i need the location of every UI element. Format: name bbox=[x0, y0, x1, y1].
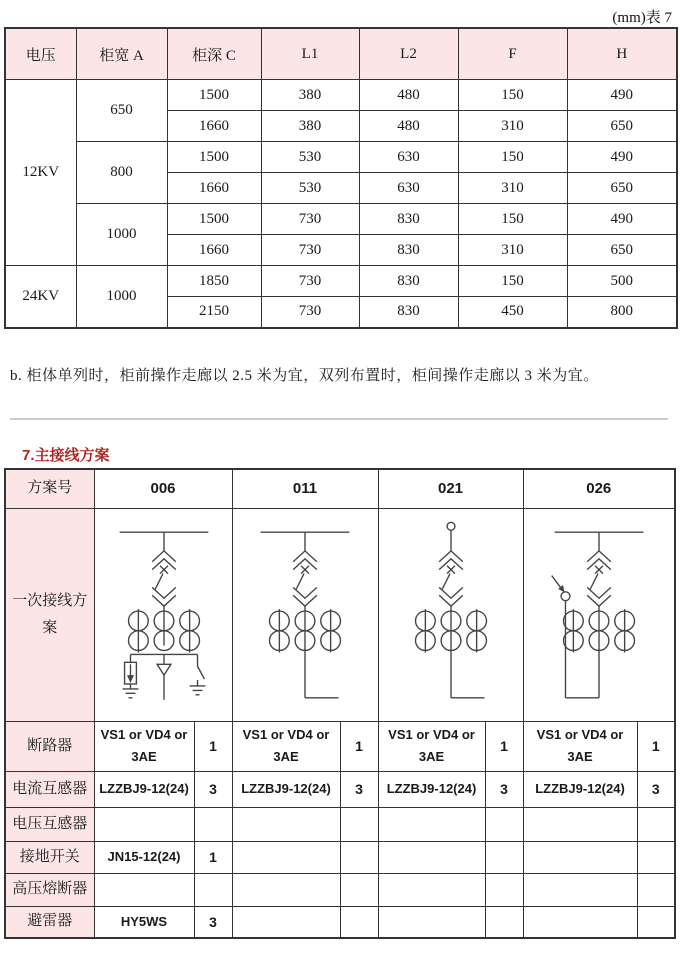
single-line-diagram-021-icon bbox=[382, 510, 520, 720]
table-cell: 3 bbox=[340, 771, 378, 807]
table-cell bbox=[378, 873, 485, 906]
row-label: 电流互感器 bbox=[5, 771, 94, 807]
scheme-header-026: 026 bbox=[523, 469, 675, 508]
table-cell: 1 bbox=[485, 721, 523, 771]
scheme-table bbox=[4, 468, 676, 939]
table-cell bbox=[637, 873, 675, 906]
table-cell: 730 bbox=[261, 204, 359, 235]
voltage-cell-24kv: 24KV bbox=[5, 266, 76, 328]
wiring-diagram-026 bbox=[523, 508, 675, 721]
table-cell: 650 bbox=[567, 111, 677, 142]
table-cell: 650 bbox=[567, 173, 677, 204]
table-cell: 650 bbox=[567, 235, 677, 266]
table-cell: 380 bbox=[261, 111, 359, 142]
table-cell: 630 bbox=[359, 173, 458, 204]
header-h: H bbox=[567, 28, 677, 80]
equipment-row-arrester bbox=[5, 906, 675, 938]
diagram-row-label: 一次接线方案 bbox=[5, 508, 94, 721]
table-cell: 1 bbox=[340, 721, 378, 771]
equipment-row-current-transformer bbox=[5, 771, 675, 807]
table-cell: 1850 bbox=[167, 266, 261, 297]
table-cell bbox=[523, 906, 637, 938]
table-cell bbox=[485, 807, 523, 841]
table-cell: 830 bbox=[359, 297, 458, 328]
single-line-diagram-011-icon bbox=[236, 510, 374, 720]
table-cell: 3 bbox=[485, 771, 523, 807]
diagram-row bbox=[5, 508, 675, 721]
table-cell bbox=[378, 841, 485, 873]
table-cell: 3 bbox=[637, 771, 675, 807]
table-cell: 530 bbox=[261, 142, 359, 173]
table-row bbox=[5, 142, 677, 173]
scheme-header-row bbox=[5, 469, 675, 508]
header-l2: L2 bbox=[359, 28, 458, 80]
table-cell bbox=[378, 906, 485, 938]
table-cell: 1500 bbox=[167, 204, 261, 235]
table-cell bbox=[232, 906, 340, 938]
single-line-diagram-006-icon bbox=[95, 510, 233, 720]
table-cell: VS1 or VD4 or 3AE bbox=[94, 721, 194, 771]
table-cell: 310 bbox=[458, 235, 567, 266]
wiring-diagram-021 bbox=[378, 508, 523, 721]
table-cell: 730 bbox=[261, 297, 359, 328]
table-cell: 310 bbox=[458, 173, 567, 204]
table-cell: 1500 bbox=[167, 142, 261, 173]
table-cell: LZZBJ9-12(24) bbox=[378, 771, 485, 807]
unit-note-label: (mm)表 7 bbox=[612, 10, 672, 26]
table-cell bbox=[523, 873, 637, 906]
table-cell: HY5WS bbox=[94, 906, 194, 938]
table-cell: 800 bbox=[567, 297, 677, 328]
table-cell bbox=[340, 841, 378, 873]
table-cell: 1 bbox=[637, 721, 675, 771]
table-cell: VS1 or VD4 or 3AE bbox=[523, 721, 637, 771]
table-cell: 1500 bbox=[167, 80, 261, 111]
table-cell: 310 bbox=[458, 111, 567, 142]
table-row bbox=[5, 204, 677, 235]
voltage-cell-12kv: 12KV bbox=[5, 80, 76, 266]
row-label: 断路器 bbox=[5, 721, 94, 771]
header-voltage: 电压 bbox=[5, 28, 76, 80]
table-cell: LZZBJ9-12(24) bbox=[523, 771, 637, 807]
dimension-table bbox=[4, 27, 678, 329]
table-cell: 730 bbox=[261, 266, 359, 297]
table-cell: 500 bbox=[567, 266, 677, 297]
equipment-row-earthing-switch bbox=[5, 841, 675, 873]
table-cell: 150 bbox=[458, 80, 567, 111]
table-cell: 480 bbox=[359, 111, 458, 142]
row-label: 接地开关 bbox=[5, 841, 94, 873]
table-cell: 1660 bbox=[167, 111, 261, 142]
table-cell bbox=[232, 841, 340, 873]
row-label: 电压互感器 bbox=[5, 807, 94, 841]
width-cell-1000b: 1000 bbox=[76, 266, 167, 328]
table-cell: 480 bbox=[359, 80, 458, 111]
scheme-header-006: 006 bbox=[94, 469, 232, 508]
table-cell: VS1 or VD4 or 3AE bbox=[378, 721, 485, 771]
table-cell: 150 bbox=[458, 266, 567, 297]
section-divider bbox=[10, 418, 668, 420]
table-cell bbox=[485, 906, 523, 938]
table-cell: 830 bbox=[359, 204, 458, 235]
section-heading: 7.主接线方案 bbox=[22, 447, 110, 464]
table-cell bbox=[194, 873, 232, 906]
table-cell: 1660 bbox=[167, 235, 261, 266]
table-cell: 830 bbox=[359, 266, 458, 297]
table-row bbox=[5, 266, 677, 297]
scheme-header-011: 011 bbox=[232, 469, 378, 508]
scheme-header-021: 021 bbox=[378, 469, 523, 508]
width-cell-650: 650 bbox=[76, 80, 167, 142]
table-cell: JN15-12(24) bbox=[94, 841, 194, 873]
header-width-a: 柜宽 A bbox=[76, 28, 167, 80]
table-cell bbox=[340, 906, 378, 938]
table-cell: 3 bbox=[194, 906, 232, 938]
wiring-diagram-006 bbox=[94, 508, 232, 721]
table-cell: 530 bbox=[261, 173, 359, 204]
table-cell: 150 bbox=[458, 204, 567, 235]
header-depth-c: 柜深 C bbox=[167, 28, 261, 80]
table-header-row bbox=[5, 28, 677, 80]
table-cell bbox=[637, 807, 675, 841]
table-cell: 490 bbox=[567, 80, 677, 111]
table-cell bbox=[637, 906, 675, 938]
table-cell: 3 bbox=[194, 771, 232, 807]
width-cell-1000: 1000 bbox=[76, 204, 167, 266]
table-cell bbox=[94, 873, 194, 906]
table-cell bbox=[340, 807, 378, 841]
table-cell bbox=[523, 841, 637, 873]
single-line-diagram-026-icon bbox=[530, 510, 668, 720]
table-cell: VS1 or VD4 or 3AE bbox=[232, 721, 340, 771]
header-f: F bbox=[458, 28, 567, 80]
scheme-corner-label: 方案号 bbox=[5, 469, 94, 508]
row-label: 避雷器 bbox=[5, 906, 94, 938]
table-cell: 1 bbox=[194, 841, 232, 873]
row-label: 高压熔断器 bbox=[5, 873, 94, 906]
table-row bbox=[5, 80, 677, 111]
table-cell: 1 bbox=[194, 721, 232, 771]
table-cell: 450 bbox=[458, 297, 567, 328]
width-cell-800: 800 bbox=[76, 142, 167, 204]
aisle-note: b. 柜体单列时，柜前操作走廊以 2.5 米为宜，双列布置时，柜间操作走廊以 3 米为宜。 bbox=[10, 368, 599, 384]
table-cell bbox=[194, 807, 232, 841]
table-cell: 830 bbox=[359, 235, 458, 266]
header-l1: L1 bbox=[261, 28, 359, 80]
table-cell bbox=[378, 807, 485, 841]
equipment-row-breaker bbox=[5, 721, 675, 771]
table-cell bbox=[340, 873, 378, 906]
table-cell: LZZBJ9-12(24) bbox=[94, 771, 194, 807]
table-cell: 380 bbox=[261, 80, 359, 111]
table-cell bbox=[232, 873, 340, 906]
table-cell bbox=[485, 873, 523, 906]
table-cell bbox=[485, 841, 523, 873]
table-cell bbox=[232, 807, 340, 841]
table-cell: 730 bbox=[261, 235, 359, 266]
table-cell: 150 bbox=[458, 142, 567, 173]
table-cell: 2150 bbox=[167, 297, 261, 328]
equipment-row-voltage-transformer bbox=[5, 807, 675, 841]
wiring-diagram-011 bbox=[232, 508, 378, 721]
table-cell bbox=[94, 807, 194, 841]
table-cell bbox=[637, 841, 675, 873]
equipment-row-hv-fuse bbox=[5, 873, 675, 906]
table-cell: 1660 bbox=[167, 173, 261, 204]
table-cell: 490 bbox=[567, 204, 677, 235]
table-cell: LZZBJ9-12(24) bbox=[232, 771, 340, 807]
table-cell bbox=[523, 807, 637, 841]
table-cell: 630 bbox=[359, 142, 458, 173]
table-cell: 490 bbox=[567, 142, 677, 173]
